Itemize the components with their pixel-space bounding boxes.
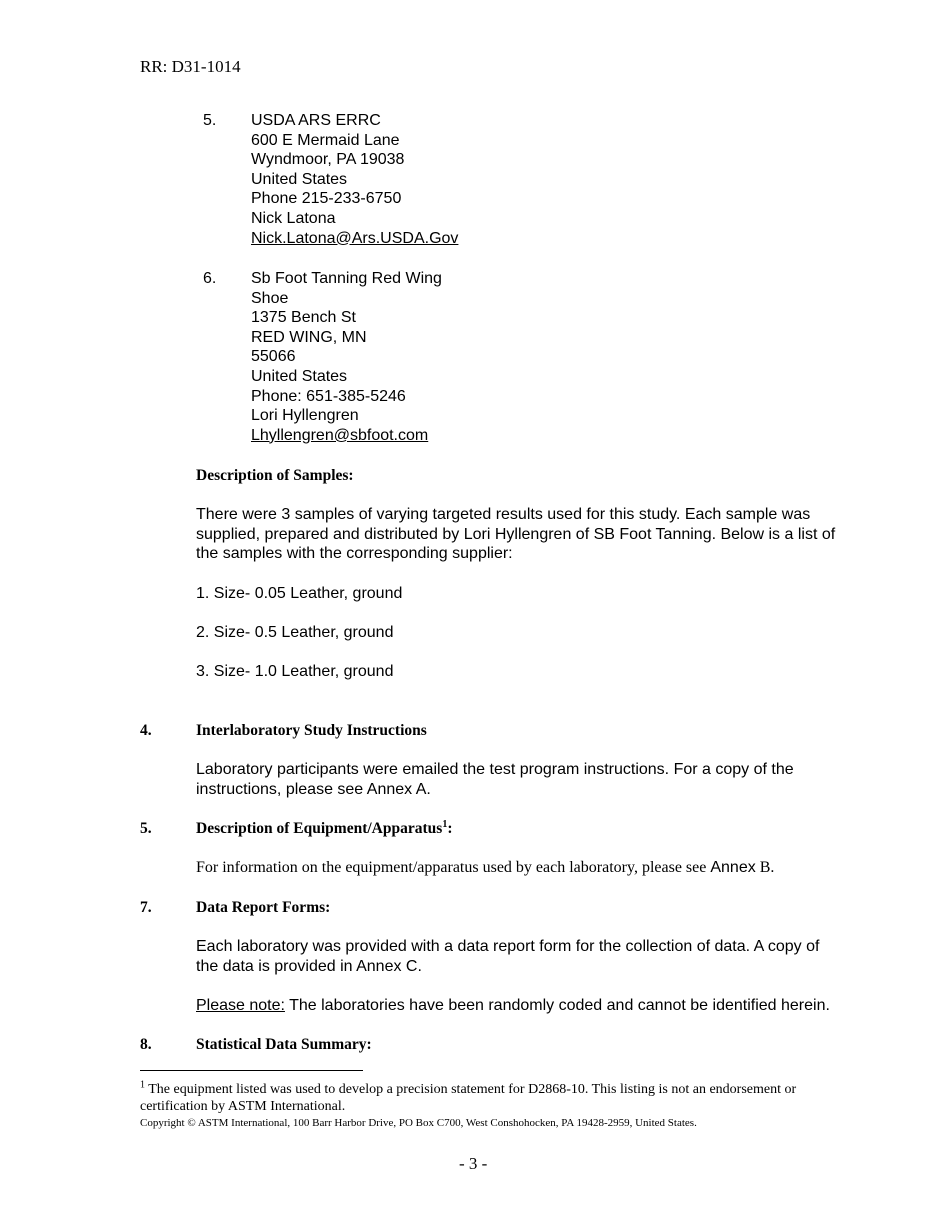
copyright-notice: Copyright © ASTM International, 100 Barr Harbor Drive, PO Box C700, West Conshohocken, PA 19428-2959, United States. [140, 1117, 697, 1129]
paragraph-line: There were 3 samples of varying targeted results used for this study. Each sample was [196, 506, 811, 523]
samples-paragraph [196, 505, 835, 564]
paragraph-text: For information on the equipment/apparatus used by each laboratory, please see [196, 859, 711, 876]
paragraph-line: the data is provided in Annex C. [196, 957, 422, 975]
note-text: The laboratories have been randomly coded and cannot be identified herein. [284, 997, 830, 1014]
document-id: RR: D31-1014 [140, 57, 241, 76]
address-line: 1375 Bench St [251, 309, 356, 327]
section-number: 7. [140, 899, 152, 916]
footnote-ref[interactable]: 1 [442, 818, 448, 830]
annex-word: Annex [710, 859, 756, 876]
address-line: Nick Latona [251, 209, 336, 227]
address-line: USDA ARS ERRC [251, 112, 381, 129]
section-title: Statistical Data Summary: [196, 1036, 372, 1053]
address-line: RED WING, MN [251, 328, 367, 346]
samples-heading: Description of Samples: [196, 467, 354, 484]
address-line: Sb Foot Tanning Red Wing [251, 270, 442, 287]
section-number: 4. [140, 722, 152, 739]
address-line: 600 E Mermaid Lane [251, 131, 400, 149]
email-link[interactable]: Nick.Latona@Ars.USDA.Gov [251, 229, 459, 247]
address-line: United States [251, 367, 348, 385]
footnote [140, 1081, 796, 1115]
address-line: 55066 [251, 348, 296, 366]
address-line: Phone 215-233-6750 [251, 190, 402, 208]
section-title: Data Report Forms: [196, 899, 331, 916]
sample-item: 3. Size- 1.0 Leather, ground [196, 663, 394, 680]
section-title [196, 820, 452, 838]
address-block [251, 111, 458, 248]
section-title-text: Description of Equipment/Apparatus [196, 820, 443, 837]
paragraph-line: the samples with the corresponding supplier: [196, 545, 513, 563]
note-paragraph [196, 996, 830, 1016]
section-title-suffix: : [447, 820, 453, 837]
section-title: Interlaboratory Study Instructions [196, 722, 427, 739]
paragraph-line: Laboratory participants were emailed the test program instructions. For a copy of the [196, 761, 794, 778]
address-line: Phone: 651-385-5246 [251, 387, 406, 405]
address-line: United States [251, 170, 348, 188]
footnote-line: certification by ASTM International. [140, 1099, 346, 1114]
address-line: Shoe [251, 289, 289, 307]
address-line: Wyndmoor, PA 19038 [251, 151, 405, 169]
paragraph-text: B. [755, 859, 775, 876]
sample-item: 1. Size- 0.05 Leather, ground [196, 585, 403, 602]
footnote-divider [140, 1070, 363, 1071]
paragraph-line: supplied, prepared and distributed by Lori Hyllengren of SB Foot Tanning. Below is a list of [196, 525, 836, 543]
address-number: 6. [203, 270, 217, 287]
section-paragraph [196, 937, 819, 976]
address-number: 5. [203, 112, 217, 129]
section-paragraph [196, 760, 794, 799]
email-link[interactable]: Lhyllengren@sbfoot.com [251, 426, 429, 444]
footnote-line: The equipment listed was used to develop a precision statement for D2868-10. This listing is not an endorsement or [145, 1082, 797, 1097]
note-label: Please note: [196, 997, 285, 1014]
sample-item: 2. Size- 0.5 Leather, ground [196, 624, 394, 641]
section-number: 5. [140, 820, 152, 837]
section-paragraph [196, 859, 774, 877]
address-block [251, 269, 442, 445]
section-number: 8. [140, 1036, 152, 1053]
address-line: Lori Hyllengren [251, 407, 359, 425]
footnote-marker: 1 [140, 1079, 145, 1091]
paragraph-line: Each laboratory was provided with a data report form for the collection of data. A copy of [196, 938, 820, 955]
page-number: - 3 - [459, 1154, 488, 1173]
paragraph-line: instructions, please see Annex A. [196, 780, 431, 798]
